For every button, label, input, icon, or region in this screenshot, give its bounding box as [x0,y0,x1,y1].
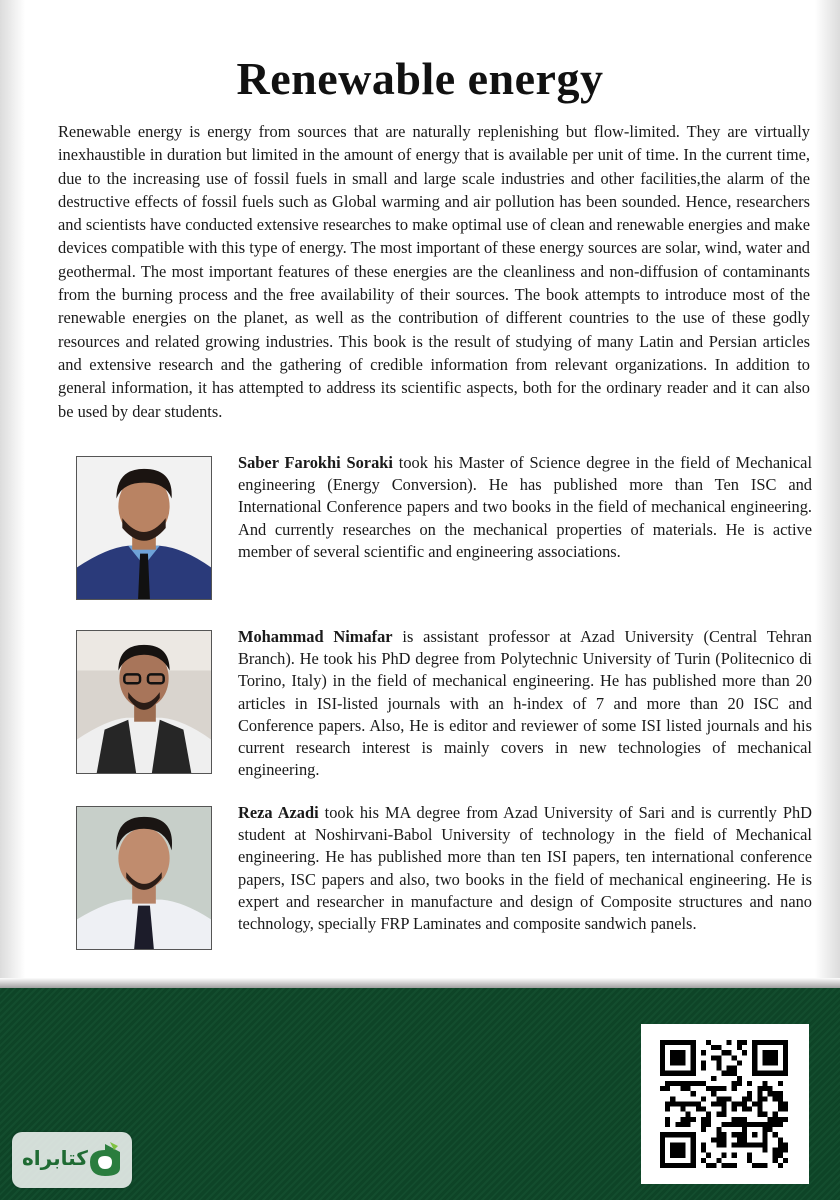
publisher-logo[interactable] [12,1132,132,1188]
qr-code-icon [657,1040,791,1168]
author-bio-3 [238,802,812,935]
author-bio-text-3: took his MA degree from Azad University of Sari and is currently PhD student at Noshirvani-Babol University of technology in the field of Mechanical engineering. He has published more than ten ISI papers, ten international conference papers, ISC papers and also, two books in the field of mechanical engineering. He is expert and researcher in manufacture and design of Composite structures and nano technology, specially FRP Laminates and composite sandwich panels. [238,803,812,934]
author-name-1: Saber Farokhi Soraki [238,453,393,472]
author-photo-3 [76,806,212,950]
author-bio-1 [238,452,812,563]
qr-code[interactable] [641,1024,809,1184]
author-photo-1 [76,456,212,600]
book-description: Renewable energy is energy from sources that are naturally replenishing but flow-limited. They are virtually inexhaustible in duration but limited in the amount of energy that is available per unit of time. In the current time, due to the increasing use of fossil fuels in small and large scale industries and other facilities,the alarm of the destructive effects of fossil fuels such as Global warming and air pollution has been sounded. Hence, researchers and scientists have conducted extensive researches to make optimal use of clean and renewable energies and make devices compatible with this type of energy. The most important of these energy sources are solar, wind, water and geothermal. The most important features of these energies are the cleanliness and non-diffusion of contaminants from the burning process and the free availability of their sources. The book attempts to introduce most of the renewable energies on the planet, as well as the contribution of different countries to the use of these godly resources and related growing industries. This book is the result of studying of many Latin and Persian articles and extensive research and the gathering of credible information from relevant organizations. In addition to general information, it has attempted to address its scientific aspects, both for the ordinary reader and it can also be used by dear students. [58,122,810,421]
author-block-3 [76,802,812,952]
author-portrait-icon [77,457,211,599]
author-bio-text-2: is assistant professor at Azad University (Central Tehran Branch). He took his PhD degree from Polytechnic University of Turin (Politecnico di Torino, Italy) in the field of mechanical engineering. He has published more than 20 articles in ISI-listed journals with an h-index of 7 and more than 20 ISC and Conference papers. Also, He is editor and reviewer of some ISI listed journals and his current research interest is mainly covers in new technologies of mechanical engineering. [238,627,812,780]
ketabrah-logo-icon [86,1140,124,1180]
author-portrait-icon [77,807,211,949]
author-block-1 [76,452,812,602]
publisher-logo-text: کتابراه [22,1146,88,1170]
author-photo-2 [76,630,212,774]
page-title: Renewable energy [236,53,604,104]
author-name-2: Mohammad Nimafar [238,627,393,646]
author-bio-text-1: took his Master of Science degree in the field of Mechanical engineering (Energy Conversion). He has published more than Ten ISC and International Conference papers and two books in the field of mechanical engineering. And currently researches on the mechanical properties of materials. He is active member of several scientific and engineering associations. [238,453,812,561]
author-portrait-icon [77,631,211,773]
author-name-3: Reza Azadi [238,803,319,822]
author-block-2 [76,626,812,780]
author-bio-2 [238,626,812,781]
